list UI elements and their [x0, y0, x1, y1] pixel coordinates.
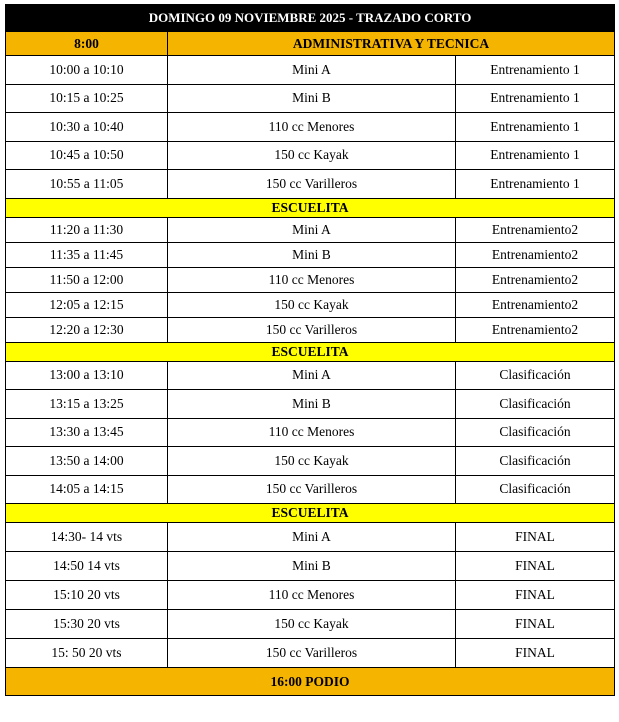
schedule-row [6, 292, 615, 317]
row-category: Mini A [168, 523, 456, 552]
row-time: 10:00 a 10:10 [6, 56, 168, 85]
row-time: 14:50 14 vts [6, 552, 168, 581]
row-time: 11:35 a 11:45 [6, 242, 168, 267]
row-time: 10:45 a 10:50 [6, 141, 168, 170]
schedule-row [6, 475, 615, 504]
schedule-row [6, 217, 615, 242]
row-category: 150 cc Kayak [168, 141, 456, 170]
break-row [6, 342, 615, 361]
title-row [6, 5, 615, 32]
opening-time: 8:00 [6, 32, 168, 56]
row-time: 10:30 a 10:40 [6, 113, 168, 142]
row-time: 13:00 a 13:10 [6, 361, 168, 390]
row-session: Entrenamiento 1 [456, 113, 615, 142]
row-time: 11:20 a 11:30 [6, 217, 168, 242]
schedule-row [6, 581, 615, 610]
row-time: 10:55 a 11:05 [6, 170, 168, 199]
schedule-row [6, 84, 615, 113]
row-time: 15: 50 20 vts [6, 639, 168, 668]
row-session: FINAL [456, 552, 615, 581]
schedule-row [6, 56, 615, 85]
row-session: FINAL [456, 610, 615, 639]
schedule-row [6, 610, 615, 639]
break-label: ESCUELITA [6, 504, 615, 523]
row-category: 150 cc Varilleros [168, 639, 456, 668]
row-time: 14:05 a 14:15 [6, 475, 168, 504]
row-category: 150 cc Varilleros [168, 170, 456, 199]
row-category: 110 cc Menores [168, 418, 456, 447]
row-session: Entrenamiento 1 [456, 84, 615, 113]
row-category: 150 cc Varilleros [168, 317, 456, 342]
row-session: Clasificación [456, 390, 615, 419]
row-time: 12:05 a 12:15 [6, 292, 168, 317]
row-category: Mini A [168, 217, 456, 242]
row-session: Entrenamiento2 [456, 217, 615, 242]
row-time: 13:50 a 14:00 [6, 447, 168, 476]
schedule-row [6, 447, 615, 476]
break-label: ESCUELITA [6, 342, 615, 361]
row-category: 110 cc Menores [168, 267, 456, 292]
opening-label: ADMINISTRATIVA Y TECNICA [168, 32, 615, 56]
closing-row [6, 668, 615, 696]
closing-label: 16:00 PODIO [6, 668, 615, 696]
break-label: ESCUELITA [6, 198, 615, 217]
schedule-row [6, 390, 615, 419]
schedule-title: DOMINGO 09 NOVIEMBRE 2025 - TRAZADO CORTO [6, 5, 615, 32]
row-session: Entrenamiento 1 [456, 141, 615, 170]
row-session: Entrenamiento2 [456, 242, 615, 267]
schedule-row [6, 523, 615, 552]
row-time: 15:10 20 vts [6, 581, 168, 610]
row-session: Entrenamiento 1 [456, 56, 615, 85]
row-time: 13:30 a 13:45 [6, 418, 168, 447]
row-session: Clasificación [456, 361, 615, 390]
schedule-row [6, 552, 615, 581]
row-session: Clasificación [456, 418, 615, 447]
row-category: 110 cc Menores [168, 113, 456, 142]
row-session: Entrenamiento 1 [456, 170, 615, 199]
row-category: Mini A [168, 361, 456, 390]
row-category: 150 cc Varilleros [168, 475, 456, 504]
row-time: 15:30 20 vts [6, 610, 168, 639]
schedule-row [6, 361, 615, 390]
schedule-row [6, 267, 615, 292]
schedule-sheet [5, 4, 614, 696]
row-session: Clasificación [456, 447, 615, 476]
schedule-row [6, 242, 615, 267]
row-session: Entrenamiento2 [456, 292, 615, 317]
row-time: 10:15 a 10:25 [6, 84, 168, 113]
schedule-row [6, 113, 615, 142]
row-time: 14:30- 14 vts [6, 523, 168, 552]
opening-row [6, 32, 615, 56]
row-category: 110 cc Menores [168, 581, 456, 610]
row-time: 13:15 a 13:25 [6, 390, 168, 419]
schedule-row [6, 141, 615, 170]
schedule-row [6, 317, 615, 342]
row-category: Mini B [168, 552, 456, 581]
row-session: Entrenamiento2 [456, 317, 615, 342]
row-category: Mini A [168, 56, 456, 85]
schedule-row [6, 170, 615, 199]
break-row [6, 198, 615, 217]
row-category: 150 cc Kayak [168, 610, 456, 639]
row-category: 150 cc Kayak [168, 292, 456, 317]
row-category: Mini B [168, 242, 456, 267]
break-row [6, 504, 615, 523]
row-session: FINAL [456, 523, 615, 552]
row-session: Clasificación [456, 475, 615, 504]
row-session: FINAL [456, 639, 615, 668]
row-time: 12:20 a 12:30 [6, 317, 168, 342]
row-category: 150 cc Kayak [168, 447, 456, 476]
schedule-row [6, 418, 615, 447]
schedule-row [6, 639, 615, 668]
row-time: 11:50 a 12:00 [6, 267, 168, 292]
schedule-table [5, 4, 615, 696]
row-session: FINAL [456, 581, 615, 610]
row-session: Entrenamiento2 [456, 267, 615, 292]
row-category: Mini B [168, 84, 456, 113]
row-category: Mini B [168, 390, 456, 419]
